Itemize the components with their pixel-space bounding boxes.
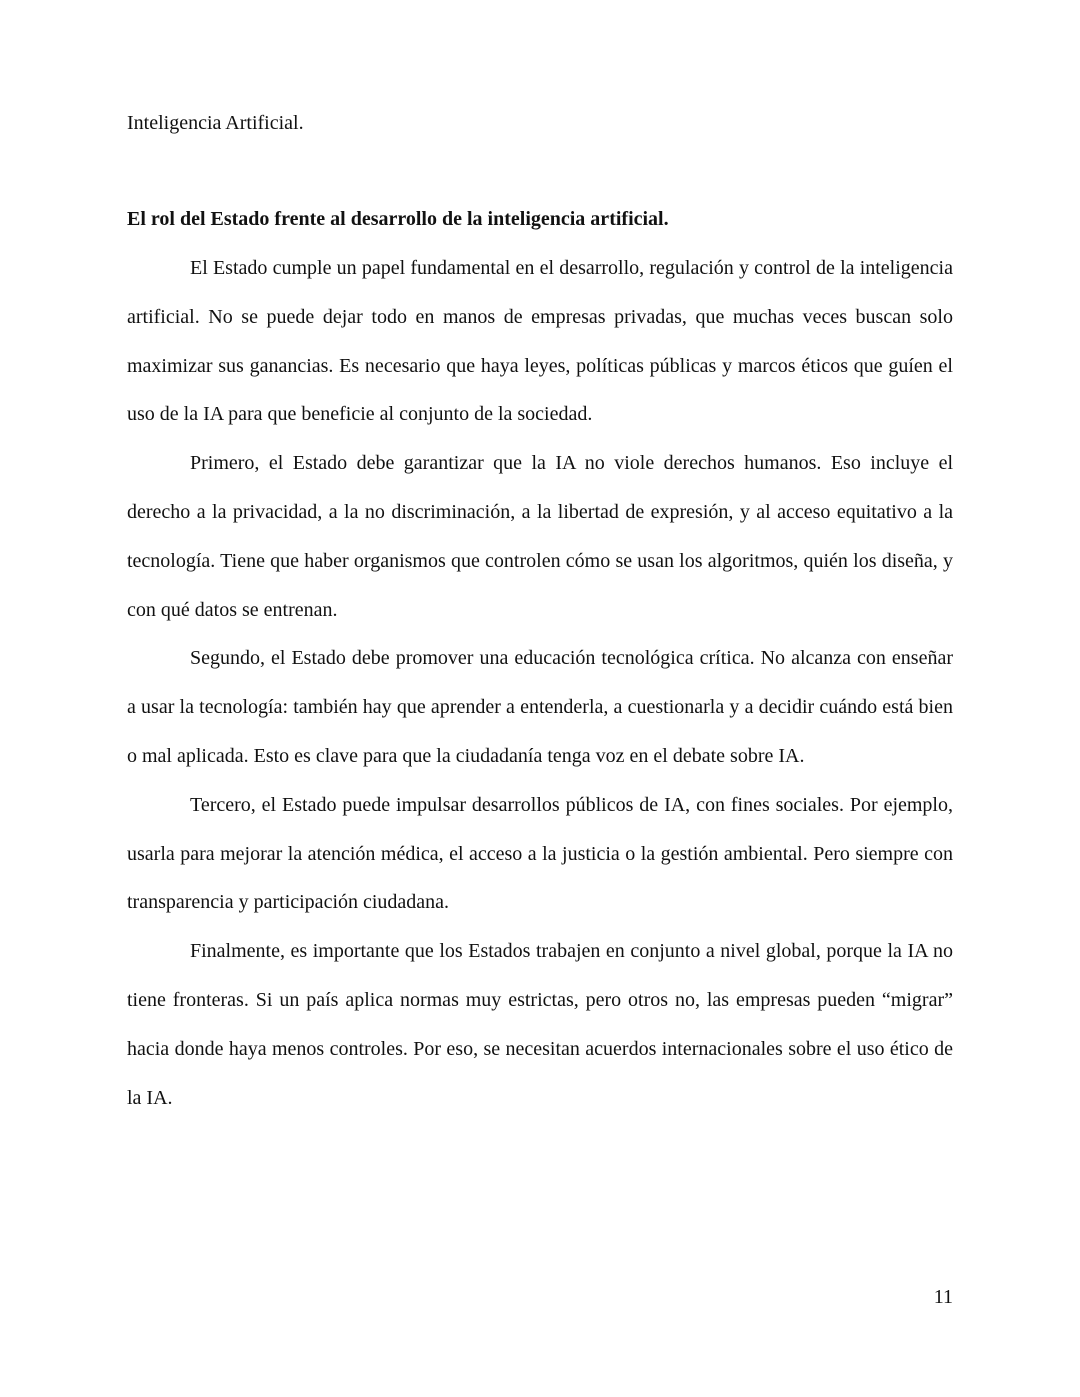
continuation-line: Inteligencia Artificial. <box>127 112 304 134</box>
section-heading: El rol del Estado frente al desarrollo de la inteligencia artificial. <box>127 208 669 230</box>
page-number: 11 <box>933 1286 953 1308</box>
paragraph-final: Finalmente, es importante que los Estados trabajen en conjunto a nivel global, porque la IA no tiene fronteras. Si un país aplica normas muy estrictas, pero otros no, las empresas pueden “migrar” hacia donde haya menos controles. Por eso, se necesitan acuerdos internacionales sobre el uso ético de la IA. <box>127 940 953 1109</box>
paragraph-third: Tercero, el Estado puede impulsar desarrollos públicos de IA, con fines sociales. Por ejemplo, usarla para mejorar la atención médica, el acceso a la justicia o la gestión ambiental. Pero siempre con transparencia y participación ciudadana. <box>127 793 953 914</box>
paragraph-second: Segundo, el Estado debe promover una educación tecnológica crítica. No alcanza con enseñar a usar la tecnología: también hay que aprender a entenderla, a cuestionarla y a decidir cuándo está bien o mal aplicada. Esto es clave para que la ciudadanía tenga voz en el debate sobre IA. <box>127 647 953 767</box>
paragraph-intro: El Estado cumple un papel fundamental en el desarrollo, regulación y control de la inteligencia artificial. No se puede dejar todo en manos de empresas privadas, que muchas veces buscan solo maximizar sus ganancias. Es necesario que haya leyes, políticas públicas y marcos éticos que guíen el uso de la IA para que beneficie al conjunto de la sociedad. <box>127 257 953 426</box>
paragraph-first: Primero, el Estado debe garantizar que la IA no viole derechos humanos. Eso incluye el derecho a la privacidad, a la no discriminación, a la libertad de expresión, y al acceso equitativo a la tecnología. Tiene que haber organismos que controlen cómo se usan los algoritmos, quién los diseña, y con qué datos se entrenan. <box>127 452 953 621</box>
body-text <box>127 244 953 1122</box>
